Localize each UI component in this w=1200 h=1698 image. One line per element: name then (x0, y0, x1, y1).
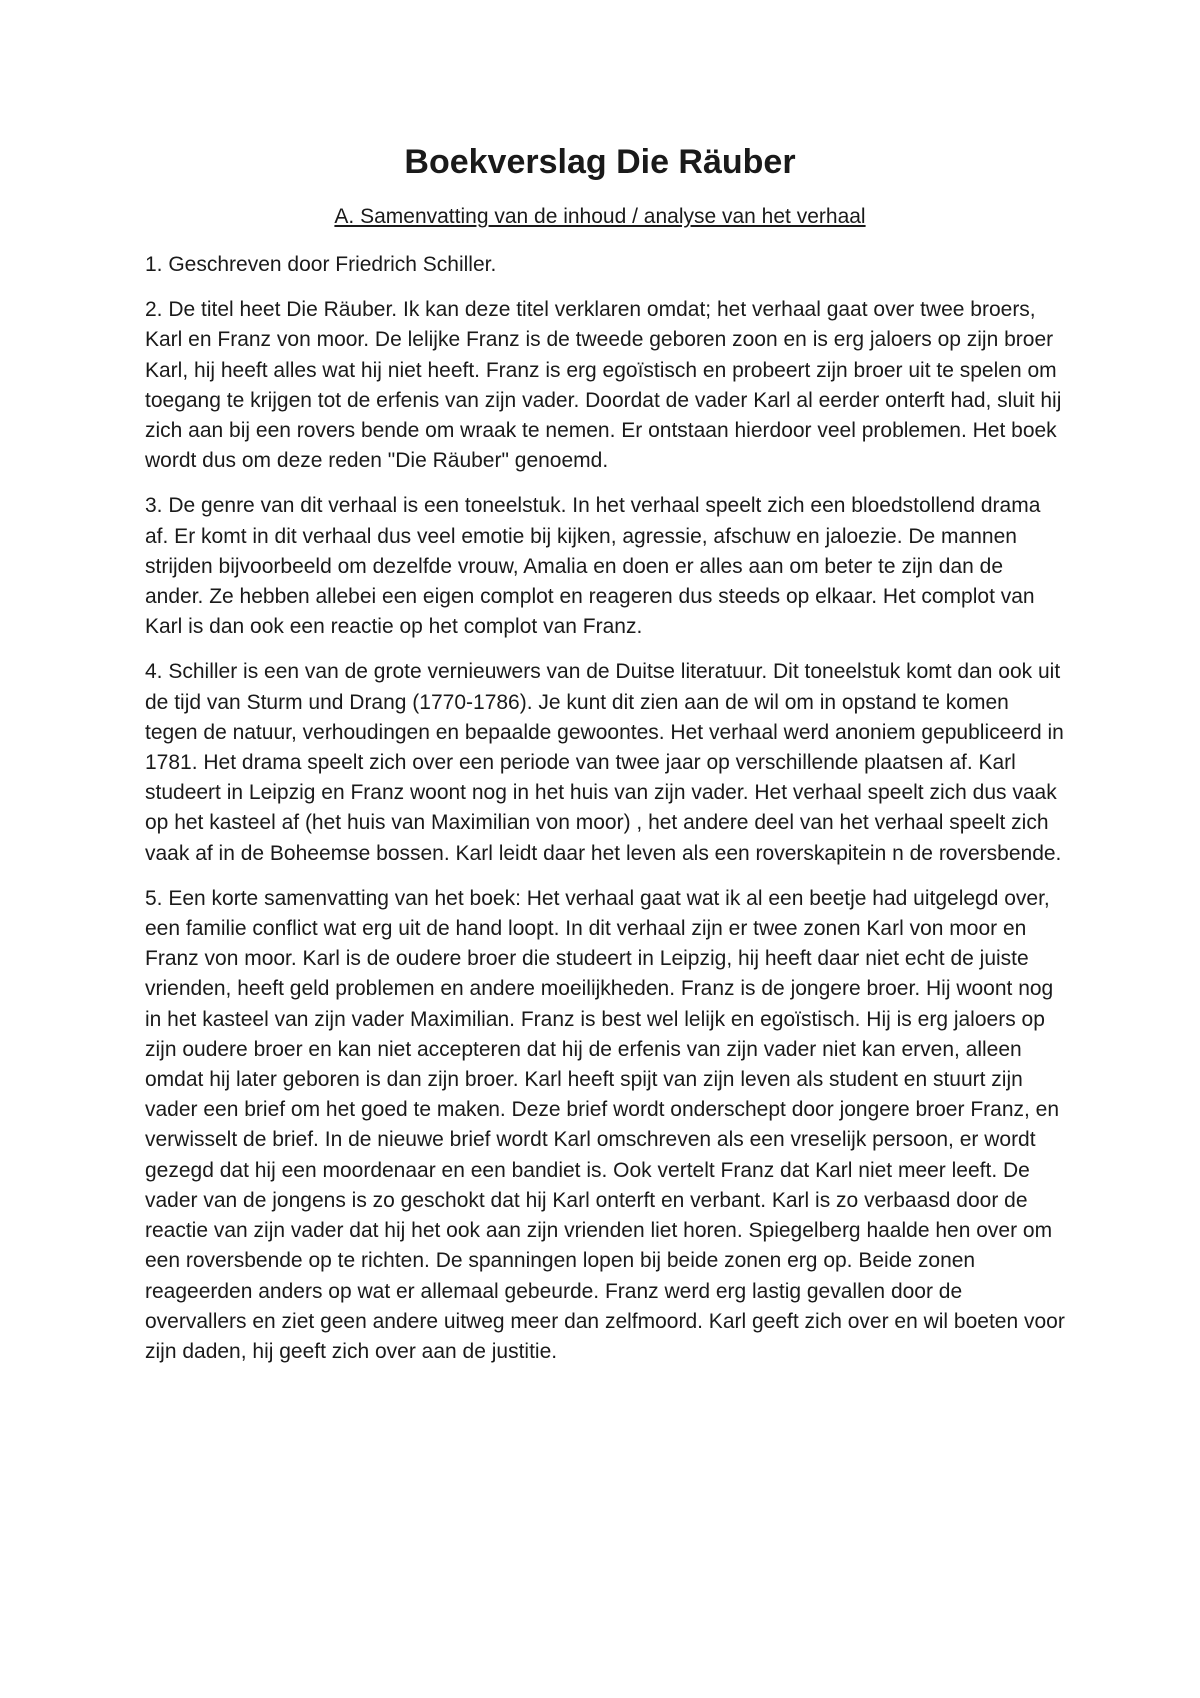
paragraph-5: 5. Een korte samenvatting van het boek: Het verhaal gaat wat ik al een beetje had uitgelegd over, een familie conflict wat erg uit de hand loopt. In dit verhaal zijn er twee zonen Karl von moor en Franz von moor. Karl is de oudere broer die studeert in Leipzig, hij heeft daar niet echt de juiste vrienden, heeft geld problemen en andere moeilijkheden. Franz is de jongere broer. Hij woont nog in het kasteel van zijn vader Maximilian. Franz is best wel lelijk en egoïstisch. Hij is erg jaloers op zijn oudere broer en kan niet accepteren dat hij de erfenis van zijn vader niet kan erven, alleen omdat hij later geboren is dan zijn broer. Karl heeft spijt van zijn leven als student en stuurt zijn vader een brief om het goed te maken. Deze brief wordt onderschept door jongere broer Franz, en verwisselt de brief. In de nieuwe brief wordt Karl omschreven als een vreselijk persoon, er wordt gezegd dat hij een moordenaar en een bandiet is. Ook vertelt Franz dat Karl niet meer leeft. De vader van de jongens is zo geschokt dat hij Karl onterft en verbant. Karl is zo verbaasd door de reactie van zijn vader dat hij het ook aan zijn vrienden liet horen. Spiegelberg haalde hen over om een roversbende op te richten. De spanningen lopen bij beide zonen erg op. Beide zonen reageerden anders op wat er allemaal gebeurde. Franz werd erg lastig gevallen door de overvallers en ziet geen andere uitweg meer dan zelfmoord. Karl geeft zich over en wil boeten voor zijn daden, hij geeft zich over aan de justitie. (145, 886, 1065, 1363)
document-title: Boekverslag Die Räuber (404, 143, 796, 181)
document-body (145, 250, 1065, 1382)
paragraph-1: 1. Geschreven door Friedrich Schiller. (145, 253, 497, 276)
paragraph-3: 3. De genre van dit verhaal is een toneelstuk. In het verhaal speelt zich een bloedstollend drama af. Er komt in dit verhaal dus veel emotie bij kijken, agressie, afschuw en jaloezie. De mannen strijden bijvoorbeeld om dezelfde vrouw, Amalia en doen er alles aan om beter te zijn dan de ander. Ze hebben allebei een eigen complot en reageren dus steeds op elkaar. Het complot van Karl is dan ook een reactie op het complot van Franz. (145, 494, 1041, 639)
paragraph-4: 4. Schiller is een van de grote vernieuwers van de Duitse literatuur. Dit toneelstuk komt dan ook uit de tijd van Sturm und Drang (1770-1786). Je kunt dit zien aan de wil om in opstand te komen tegen de natuur, verhoudingen en bepaalde gewoontes. Het verhaal werd anoniem gepubliceerd in 1781. Het drama speelt zich over een periode van twee jaar op verschillende plaatsen af. Karl studeert in Leipzig en Franz woont nog in het huis van zijn vader. Het verhaal speelt zich dus vaak op het kasteel af (het huis van Maximilian von moor) , het andere deel van het verhaal speelt zich vaak af in de Boheemse bossen. Karl leidt daar het leven als een roverskapitein n de roversbende. (145, 660, 1064, 865)
paragraph-2: 2. De titel heet Die Räuber. Ik kan deze titel verklaren omdat; het verhaal gaat over twee broers, Karl en Franz von moor. De lelijke Franz is de tweede geboren zoon en is erg jaloers op zijn broer Karl, hij heeft alles wat hij niet heeft. Franz is erg egoïstisch en probeert zijn broer uit te spelen om toegang te krijgen tot de erfenis van zijn vader. Doordat de vader Karl al eerder onterft had, sluit hij zich aan bij een rovers bende om wraak te nemen. Er ontstaan hierdoor veel problemen. Het boek wordt dus om deze reden "Die Räuber" genoemd. (145, 298, 1062, 473)
section-heading: A. Samenvatting van de inhoud / analyse van het verhaal (334, 205, 866, 228)
